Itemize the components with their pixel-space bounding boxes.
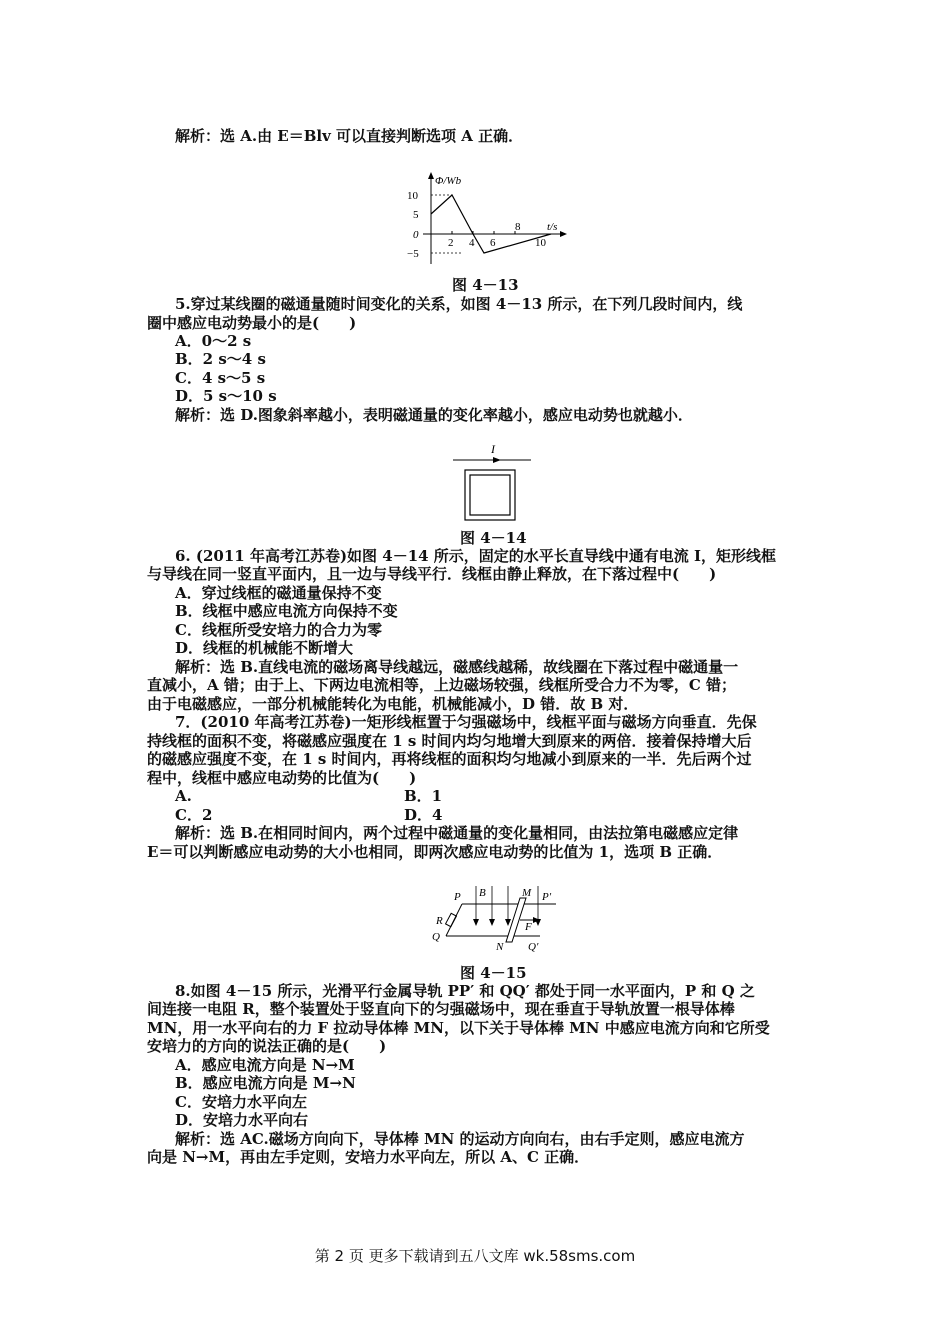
text-line: 持线框的面积不变，将磁感应强度在 1 s 时间内均匀地增大到原来的两倍．接着保持增大后 [147, 732, 752, 750]
question-8: 8.如图 4－15 所示，光滑平行金属导轨 PP′ 和 QQ′ 都处于同一水平面内，P 和 Q 之 [175, 982, 755, 1000]
label-b: B [479, 887, 486, 899]
question-7: 7．(2010 年高考江苏卷)一矩形线框置于匀强磁场中，线框平面与磁场方向垂直．先保 [175, 713, 757, 731]
option-a: A．感应电流方向是 N→M [175, 1056, 355, 1074]
option-a: A．0～2 s [175, 332, 252, 350]
label-f: F [525, 921, 532, 933]
option-a: A．穿过线框的磁通量保持不变 [175, 584, 382, 602]
y-tick: 5 [413, 209, 419, 221]
option-c: C．线框所受安培力的合力为零 [175, 621, 382, 639]
text-line: MN，用一水平向右的力 F 拉动导体棒 MN，以下关于导体棒 MN 中感应电流方向和它所受 [147, 1019, 770, 1037]
question-5: 5.穿过某线圈的磁通量随时间变化的关系，如图 4－13 所示，在下列几段时间内，线 [175, 295, 743, 313]
y-tick: 10 [407, 190, 418, 202]
option-d: D．5 s～10 s [175, 387, 277, 405]
text-line: 解析：选 A.由 E＝Blv 可以直接判断选项 A 正确． [175, 127, 524, 145]
x-tick: 10 [535, 237, 546, 249]
label-r: R [436, 915, 443, 927]
analysis: 解析：选 AC.磁场方向向下，导体棒 MN 的运动方向向右，由右手定则，感应电流方 [175, 1130, 745, 1148]
option-c: C．2 [175, 806, 213, 824]
flux-time-graph [405, 168, 570, 270]
option-a: A. [175, 787, 192, 805]
text-line: 圈中感应电动势最小的是( ) [147, 314, 357, 332]
option-b: B．1 [404, 787, 443, 805]
text-line: 由于电磁感应，一部分机械能转化为电能，机械能减小，D 错．故 B 对． [147, 695, 639, 713]
text-line: 向是 N→M，再由左手定则，安培力水平向左，所以 A、C 正确． [147, 1148, 590, 1166]
wire-loop-figure [447, 440, 537, 522]
label-n: N [496, 941, 504, 953]
option-d: D．安培力水平向右 [175, 1111, 309, 1129]
x-tick: 4 [469, 237, 475, 249]
option-b: B．线框中感应电流方向保持不变 [175, 602, 398, 620]
option-b: B．2 s～4 s [175, 350, 266, 368]
analysis: 解析：选 B.直线电流的磁场离导线越远，磁感线越稀，故线圈在下落过程中磁通量一 [175, 658, 739, 676]
label-q: Q [432, 931, 440, 943]
text-line: 直减小，A 错；由于上、下两边电流相等，上边磁场较强，线框所受合力不为零，C 错； [147, 676, 737, 694]
y-tick: −5 [407, 248, 419, 260]
option-c: C．安培力水平向左 [175, 1093, 307, 1111]
figure-caption: 图 4－15 [460, 964, 527, 982]
option-b: B．感应电流方向是 M→N [175, 1074, 356, 1092]
page-footer: 第 2 页 更多下载请到五八文库 wk.58sms.com [314, 1247, 636, 1265]
x-tick: 2 [448, 237, 454, 249]
text-line: 安培力的方向的说法正确的是( ) [147, 1037, 387, 1055]
y-tick: 0 [413, 229, 419, 241]
label-p: P [454, 891, 461, 903]
option-d: D．4 [404, 806, 443, 824]
current-label: I [491, 442, 495, 456]
y-axis-label: Φ/Wb [435, 175, 462, 187]
analysis: 解析：选 D.图象斜率越小，表明磁通量的变化率越小，感应电动势也就越小． [175, 406, 693, 424]
figure-caption: 图 4－13 [452, 276, 519, 294]
x-tick: 6 [490, 237, 496, 249]
text-line: 的磁感应强度不变，在 1 s 时间内，再将线框的面积均匀地减小到原来的一半．先后两个过 [147, 750, 752, 768]
text-line: 程中，线框中感应电动势的比值为( ) [147, 769, 417, 787]
text-line: 间连接一电阻 R，整个装置处于竖直向下的匀强磁场中，现在垂直于导轨放置一根导体棒 [147, 1000, 735, 1018]
question-6: 6. (2011 年高考江苏卷)如图 4－14 所示，固定的水平长直导线中通有电流 I，矩形线框 [175, 547, 777, 565]
label-p-prime: P′ [542, 891, 552, 903]
text-line: 与导线在同一竖直平面内，且一边与导线平行．线框由静止释放，在下落过程中( ) [147, 565, 717, 583]
figure-caption: 图 4－14 [460, 529, 527, 547]
x-axis-label: t/s [547, 221, 558, 233]
analysis: 解析：选 B.在相同时间内，两个过程中磁通量的变化量相同，由法拉第电磁感应定律 [175, 824, 739, 842]
text-line: E＝可以判断感应电动势的大小也相同，即两次感应电动势的比值为 1，选项 B 正确． [147, 843, 723, 861]
option-d: D．线框的机械能不断增大 [175, 639, 354, 657]
label-q-prime: Q′ [528, 941, 539, 953]
label-m: M [522, 887, 532, 899]
rail-figure [428, 882, 560, 954]
option-c: C．4 s～5 s [175, 369, 266, 387]
x-tick: 8 [515, 221, 521, 233]
